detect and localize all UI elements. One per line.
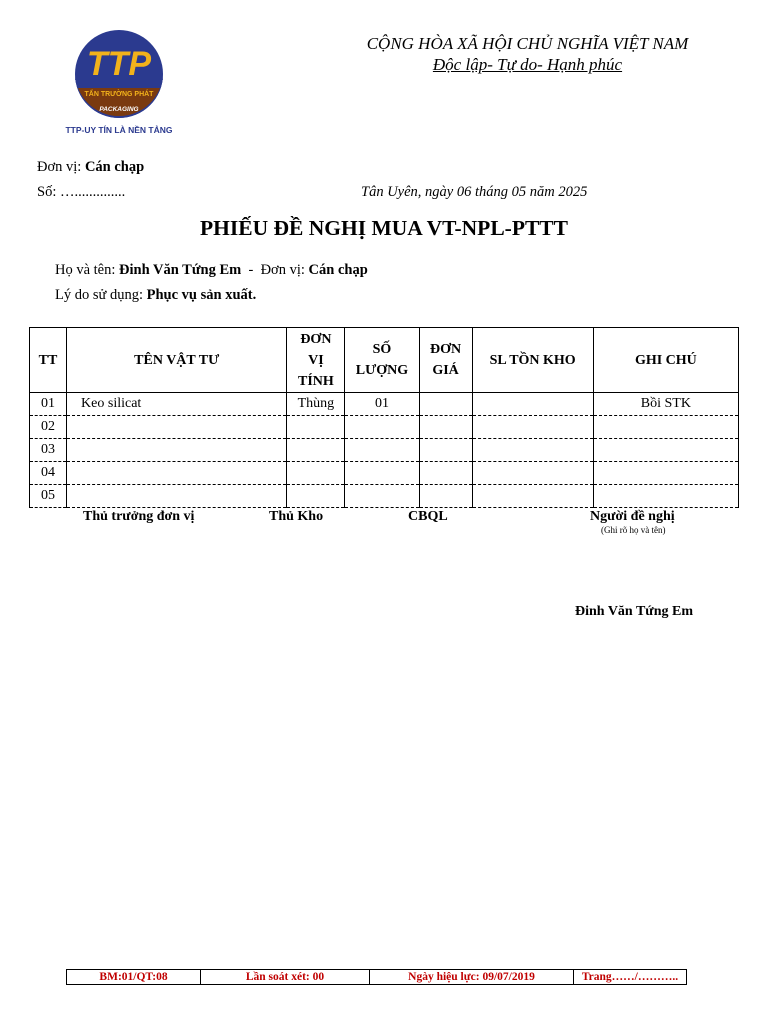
cell-note[interactable]: Bồi STK <box>593 393 738 416</box>
cell-price[interactable] <box>419 416 472 439</box>
cell-note[interactable] <box>593 439 738 462</box>
form-footer <box>66 969 687 985</box>
col-qty-l2: LƯỢNG <box>355 363 409 378</box>
cell-unit[interactable] <box>287 462 345 485</box>
cell-stock[interactable] <box>472 485 593 508</box>
signature-requester: Người đề nghị <box>590 509 675 524</box>
req-unit-value: Cán chạp <box>308 262 368 278</box>
cell-unit[interactable] <box>287 416 345 439</box>
col-unit-l2: VỊ <box>308 352 324 368</box>
unit-value: Cán chạp <box>84 159 145 175</box>
name-value: Đinh Văn Tứng Em <box>119 262 242 278</box>
svg-text:TTP: TTP <box>86 45 152 83</box>
signature-cbql: CBQL <box>408 509 448 524</box>
cell-stock[interactable] <box>472 462 593 485</box>
cell-name[interactable] <box>67 416 287 439</box>
col-tt: TT <box>30 328 67 393</box>
req-unit-label: Đơn vị: <box>260 262 309 278</box>
reason-value: Phục vụ sản xuất. <box>146 287 257 303</box>
motto <box>330 55 725 75</box>
table-row <box>30 416 739 439</box>
cell-qty[interactable] <box>345 462 419 485</box>
col-price-l1: ĐƠN <box>429 342 462 357</box>
cell-unit[interactable] <box>287 439 345 462</box>
cell-name[interactable] <box>67 485 287 508</box>
cell-tt: 05 <box>30 485 67 508</box>
table-row <box>30 462 739 485</box>
cell-name[interactable] <box>67 439 287 462</box>
table-row <box>30 485 739 508</box>
cell-tt: 02 <box>30 416 67 439</box>
separator: - <box>241 262 261 278</box>
signature-head: Thủ trưởng đơn vị <box>83 509 195 524</box>
cell-qty[interactable] <box>345 416 419 439</box>
cell-tt: 04 <box>30 462 67 485</box>
cell-name[interactable] <box>67 462 287 485</box>
cell-qty[interactable] <box>345 485 419 508</box>
reason-line <box>55 287 256 304</box>
col-qty-l1: SỐ <box>372 342 392 357</box>
col-unit <box>287 328 345 393</box>
table-header-row <box>30 328 739 393</box>
cell-note[interactable] <box>593 485 738 508</box>
cell-unit[interactable]: Thùng <box>287 393 345 416</box>
cell-stock[interactable] <box>472 393 593 416</box>
cell-price[interactable] <box>419 462 472 485</box>
reason-label: Lý do sử dụng: <box>55 287 147 303</box>
cell-qty[interactable] <box>345 439 419 462</box>
unit-label: Đơn vị: <box>37 159 85 175</box>
cell-unit[interactable] <box>287 485 345 508</box>
motto-text: Độc lập- Tự do- Hạnh phúc <box>432 55 623 74</box>
cell-name[interactable]: Keo silicat <box>67 393 287 416</box>
footer-effective-date: Ngày hiệu lực: 09/07/2019 <box>370 970 574 985</box>
col-price <box>419 328 472 393</box>
col-price-l2: GIÁ <box>432 363 459 378</box>
cell-price[interactable] <box>419 439 472 462</box>
page-title: PHIẾU ĐỀ NGHỊ MUA VT-NPL-PTTT <box>200 216 568 240</box>
cell-stock[interactable] <box>472 439 593 462</box>
items-table <box>29 327 739 508</box>
table-row <box>30 393 739 416</box>
cell-note[interactable] <box>593 416 738 439</box>
requester-name: Đinh Văn Tứng Em <box>575 604 693 619</box>
date-line: Tân Uyên, ngày 06 tháng 05 năm 2025 <box>361 184 588 200</box>
footer-page: Trang……/……….. <box>574 970 687 985</box>
footer-code: BM:01/QT:08 <box>67 970 201 985</box>
logo-slogan: TTP-UY TÍN LÀ NỀN TẢNG <box>65 125 173 135</box>
signature-note: (Ghi rõ họ và tên) <box>601 525 666 535</box>
nation-title: CỘNG HÒA XÃ HỘI CHỦ NGHĨA VIỆT NAM <box>366 34 689 53</box>
signature-warehouse: Thủ Kho <box>269 509 324 524</box>
cell-note[interactable] <box>593 462 738 485</box>
logo-brand: TẤN TRƯỜNG PHÁT <box>84 91 154 98</box>
col-unit-l1: ĐƠN <box>300 331 332 347</box>
col-unit-l3: TÍNH <box>297 373 334 389</box>
document-number: Số: ….............. <box>37 184 126 200</box>
cell-price[interactable] <box>419 485 472 508</box>
col-name: TÊN VẬT TƯ <box>67 328 287 393</box>
logo-graphic <box>62 30 178 138</box>
col-qty <box>345 328 419 393</box>
cell-qty[interactable]: 01 <box>345 393 419 416</box>
company-logo <box>62 30 178 138</box>
cell-stock[interactable] <box>472 416 593 439</box>
cell-tt: 01 <box>30 393 67 416</box>
col-stock: SL TỒN KHO <box>472 328 593 393</box>
cell-price[interactable] <box>419 393 472 416</box>
footer-revision: Lần soát xét: 00 <box>201 970 370 985</box>
unit-line <box>37 159 144 176</box>
table-row <box>30 439 739 462</box>
cell-tt: 03 <box>30 439 67 462</box>
name-label: Họ và tên: <box>55 262 120 278</box>
col-note: GHI CHÚ <box>593 328 738 393</box>
requester-line <box>55 262 368 279</box>
logo-sub: PACKAGING <box>99 106 139 113</box>
